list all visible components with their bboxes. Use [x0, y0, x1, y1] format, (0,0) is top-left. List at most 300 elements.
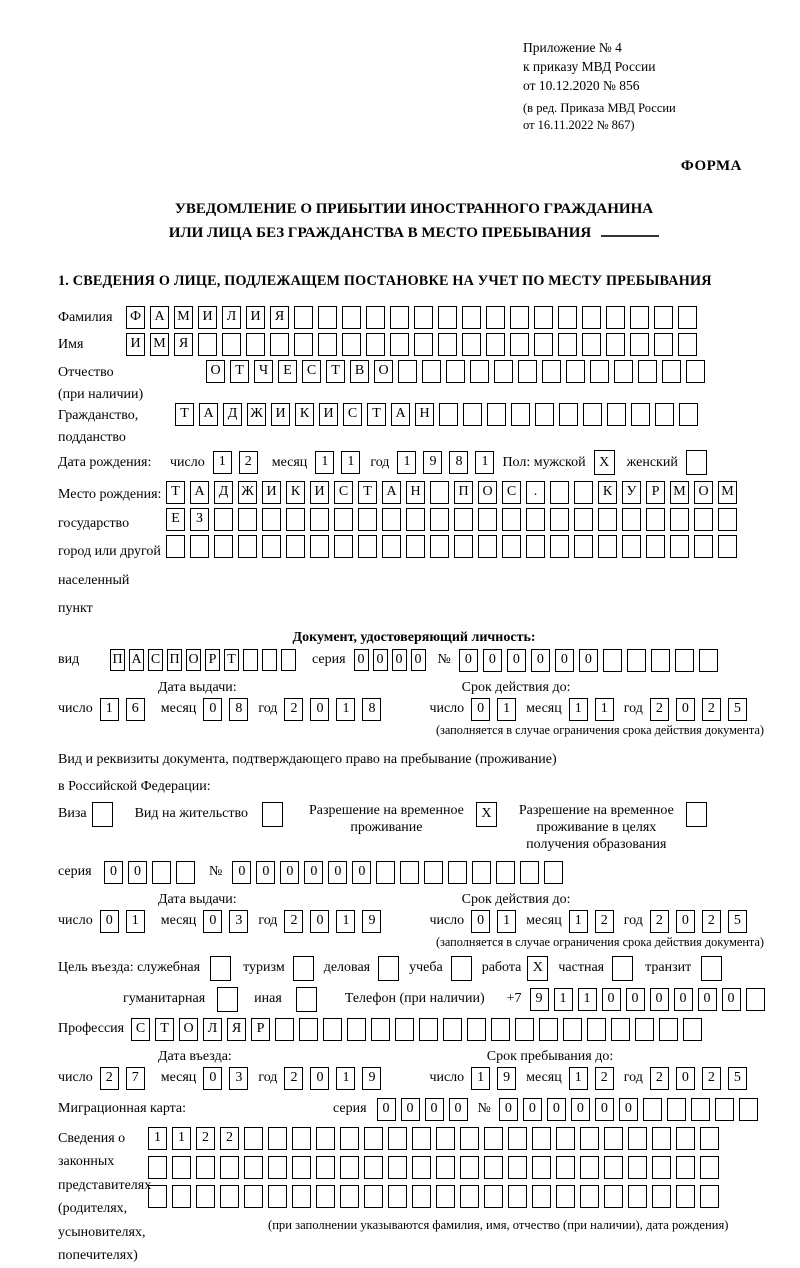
char-cell[interactable]: 9 [423, 451, 442, 474]
char-cell[interactable] [316, 1127, 335, 1150]
char-cell[interactable]: 1 [341, 451, 360, 474]
char-cell[interactable]: П [167, 649, 182, 671]
char-cell[interactable]: 0 [128, 861, 147, 884]
char-cell[interactable] [190, 535, 209, 558]
char-cell[interactable] [582, 333, 601, 356]
char-cell[interactable]: 2 [100, 1067, 119, 1090]
char-cell[interactable] [268, 1127, 287, 1150]
char-cell[interactable]: 9 [362, 1067, 381, 1090]
char-cell[interactable]: 1 [100, 698, 119, 721]
char-cell[interactable]: А [150, 306, 169, 329]
char-cell[interactable]: 0 [595, 1098, 614, 1121]
char-cell[interactable]: 1 [569, 1067, 588, 1090]
char-cell[interactable] [646, 508, 665, 531]
char-cell[interactable] [494, 360, 513, 383]
char-cell[interactable]: Т [155, 1018, 174, 1041]
char-cell[interactable] [510, 333, 529, 356]
char-cell[interactable]: И [319, 403, 338, 426]
char-cell[interactable] [262, 535, 281, 558]
char-cell[interactable] [652, 1185, 671, 1208]
entry-day-cells[interactable] [100, 1067, 145, 1090]
char-cell[interactable]: К [295, 403, 314, 426]
char-cell[interactable]: Л [222, 306, 241, 329]
char-cell[interactable] [270, 333, 289, 356]
char-cell[interactable] [220, 1185, 239, 1208]
purpose-official-checkbox[interactable] [210, 956, 231, 981]
representatives-cells-row2[interactable] [148, 1156, 728, 1179]
char-cell[interactable] [654, 333, 673, 356]
char-cell[interactable]: Д [223, 403, 242, 426]
char-cell[interactable]: 1 [126, 910, 145, 933]
char-cell[interactable] [496, 861, 515, 884]
char-cell[interactable] [478, 508, 497, 531]
char-cell[interactable] [412, 1185, 431, 1208]
char-cell[interactable] [323, 1018, 342, 1041]
char-cell[interactable] [196, 1156, 215, 1179]
char-cell[interactable] [443, 1018, 462, 1041]
char-cell[interactable] [574, 481, 593, 504]
char-cell[interactable] [152, 861, 171, 884]
char-cell[interactable] [487, 403, 506, 426]
char-cell[interactable] [699, 649, 718, 672]
char-cell[interactable]: 0 [304, 861, 323, 884]
char-cell[interactable]: 0 [507, 649, 526, 672]
char-cell[interactable] [412, 1156, 431, 1179]
char-cell[interactable] [631, 403, 650, 426]
char-cell[interactable] [390, 333, 409, 356]
purpose-transit-checkbox[interactable] [701, 956, 722, 981]
char-cell[interactable]: Р [251, 1018, 270, 1041]
migration-series-cells[interactable] [377, 1098, 468, 1121]
char-cell[interactable]: А [391, 403, 410, 426]
char-cell[interactable] [746, 988, 765, 1011]
char-cell[interactable]: 0 [354, 649, 369, 671]
char-cell[interactable] [310, 508, 329, 531]
char-cell[interactable]: 0 [650, 988, 669, 1011]
birthplace-cells-row2[interactable] [166, 508, 737, 531]
char-cell[interactable]: 0 [676, 1067, 695, 1090]
char-cell[interactable] [628, 1185, 647, 1208]
char-cell[interactable]: И [271, 403, 290, 426]
char-cell[interactable] [715, 1098, 734, 1121]
char-cell[interactable] [222, 333, 241, 356]
char-cell[interactable] [484, 1127, 503, 1150]
char-cell[interactable]: 2 [239, 451, 258, 474]
char-cell[interactable]: 1 [172, 1127, 191, 1150]
temp-residence-edu-checkbox[interactable] [686, 802, 707, 827]
entry-month-cells[interactable] [203, 1067, 248, 1090]
char-cell[interactable]: О [478, 481, 497, 504]
doc-number-cells[interactable] [459, 649, 718, 672]
char-cell[interactable]: 0 [328, 861, 347, 884]
permit-valid-day-cells[interactable] [471, 910, 516, 933]
char-cell[interactable]: 0 [377, 1098, 396, 1121]
char-cell[interactable] [316, 1185, 335, 1208]
char-cell[interactable]: Т [326, 360, 345, 383]
char-cell[interactable] [604, 1156, 623, 1179]
char-cell[interactable]: 1 [336, 1067, 355, 1090]
char-cell[interactable]: 0 [619, 1098, 638, 1121]
char-cell[interactable]: 2 [595, 910, 614, 933]
surname-cells[interactable] [126, 306, 697, 329]
char-cell[interactable] [550, 535, 569, 558]
char-cell[interactable] [622, 508, 641, 531]
char-cell[interactable] [460, 1156, 479, 1179]
char-cell[interactable] [436, 1127, 455, 1150]
char-cell[interactable]: 1 [336, 698, 355, 721]
char-cell[interactable] [422, 360, 441, 383]
char-cell[interactable] [606, 333, 625, 356]
migration-number-cells[interactable] [499, 1098, 758, 1121]
char-cell[interactable]: И [262, 481, 281, 504]
char-cell[interactable] [364, 1127, 383, 1150]
char-cell[interactable] [515, 1018, 534, 1041]
char-cell[interactable]: 2 [702, 1067, 721, 1090]
char-cell[interactable] [694, 508, 713, 531]
purpose-humanitarian-checkbox[interactable] [217, 987, 238, 1012]
char-cell[interactable] [382, 508, 401, 531]
char-cell[interactable]: А [190, 481, 209, 504]
char-cell[interactable]: 5 [728, 910, 747, 933]
char-cell[interactable] [598, 508, 617, 531]
char-cell[interactable]: 3 [229, 1067, 248, 1090]
char-cell[interactable] [318, 333, 337, 356]
char-cell[interactable]: 1 [336, 910, 355, 933]
char-cell[interactable] [694, 535, 713, 558]
visa-checkbox[interactable] [92, 802, 113, 827]
char-cell[interactable]: 0 [310, 698, 329, 721]
char-cell[interactable] [430, 508, 449, 531]
char-cell[interactable]: 9 [497, 1067, 516, 1090]
char-cell[interactable]: 2 [284, 910, 303, 933]
char-cell[interactable] [439, 403, 458, 426]
char-cell[interactable] [700, 1156, 719, 1179]
char-cell[interactable] [376, 861, 395, 884]
char-cell[interactable] [340, 1156, 359, 1179]
char-cell[interactable]: Т [358, 481, 377, 504]
char-cell[interactable] [520, 861, 539, 884]
char-cell[interactable]: 5 [728, 698, 747, 721]
char-cell[interactable] [414, 306, 433, 329]
sex-female-checkbox[interactable] [686, 450, 707, 475]
char-cell[interactable]: Д [214, 481, 233, 504]
char-cell[interactable] [281, 649, 296, 671]
char-cell[interactable]: 2 [702, 698, 721, 721]
char-cell[interactable] [508, 1185, 527, 1208]
char-cell[interactable]: 1 [554, 988, 573, 1011]
permit-valid-month-cells[interactable] [569, 910, 614, 933]
char-cell[interactable] [502, 535, 521, 558]
purpose-business-checkbox[interactable] [378, 956, 399, 981]
char-cell[interactable]: 0 [531, 649, 550, 672]
char-cell[interactable]: 0 [674, 988, 693, 1011]
char-cell[interactable] [286, 535, 305, 558]
char-cell[interactable] [606, 306, 625, 329]
char-cell[interactable]: В [350, 360, 369, 383]
char-cell[interactable]: 0 [579, 649, 598, 672]
char-cell[interactable] [460, 1127, 479, 1150]
char-cell[interactable]: 1 [595, 698, 614, 721]
char-cell[interactable] [347, 1018, 366, 1041]
char-cell[interactable] [526, 508, 545, 531]
char-cell[interactable] [587, 1018, 606, 1041]
char-cell[interactable] [220, 1156, 239, 1179]
char-cell[interactable] [406, 508, 425, 531]
char-cell[interactable] [438, 306, 457, 329]
char-cell[interactable] [558, 333, 577, 356]
char-cell[interactable]: Ф [126, 306, 145, 329]
char-cell[interactable]: 0 [392, 649, 407, 671]
char-cell[interactable]: Н [406, 481, 425, 504]
char-cell[interactable] [243, 649, 258, 671]
char-cell[interactable] [582, 306, 601, 329]
char-cell[interactable]: И [310, 481, 329, 504]
char-cell[interactable] [542, 360, 561, 383]
char-cell[interactable]: 2 [650, 1067, 669, 1090]
char-cell[interactable] [534, 333, 553, 356]
doc-issue-month-cells[interactable] [203, 698, 248, 721]
char-cell[interactable] [603, 649, 622, 672]
char-cell[interactable]: 0 [571, 1098, 590, 1121]
char-cell[interactable] [246, 333, 265, 356]
char-cell[interactable] [590, 360, 609, 383]
char-cell[interactable]: 0 [104, 861, 123, 884]
char-cell[interactable]: Е [166, 508, 185, 531]
char-cell[interactable]: С [334, 481, 353, 504]
char-cell[interactable]: 0 [676, 910, 695, 933]
char-cell[interactable] [238, 535, 257, 558]
char-cell[interactable] [539, 1018, 558, 1041]
char-cell[interactable] [635, 1018, 654, 1041]
residence-permit-checkbox[interactable] [262, 802, 283, 827]
char-cell[interactable] [196, 1185, 215, 1208]
char-cell[interactable]: 1 [471, 1067, 490, 1090]
char-cell[interactable]: 9 [362, 910, 381, 933]
char-cell[interactable]: Ж [238, 481, 257, 504]
birthplace-cells-row1[interactable] [166, 481, 737, 504]
char-cell[interactable] [700, 1127, 719, 1150]
char-cell[interactable] [467, 1018, 486, 1041]
char-cell[interactable] [299, 1018, 318, 1041]
char-cell[interactable]: О [374, 360, 393, 383]
char-cell[interactable]: 2 [702, 910, 721, 933]
char-cell[interactable] [574, 535, 593, 558]
char-cell[interactable] [318, 306, 337, 329]
char-cell[interactable]: О [186, 649, 201, 671]
char-cell[interactable] [364, 1156, 383, 1179]
char-cell[interactable]: И [126, 333, 145, 356]
representatives-cells-row1[interactable] [148, 1127, 728, 1150]
char-cell[interactable] [651, 649, 670, 672]
char-cell[interactable]: П [110, 649, 125, 671]
doc-series-cells[interactable] [354, 649, 426, 671]
representatives-cells-row3[interactable] [148, 1185, 728, 1208]
char-cell[interactable]: 5 [728, 1067, 747, 1090]
char-cell[interactable] [262, 649, 277, 671]
char-cell[interactable] [214, 535, 233, 558]
char-cell[interactable]: 1 [578, 988, 597, 1011]
char-cell[interactable]: У [622, 481, 641, 504]
char-cell[interactable]: Я [174, 333, 193, 356]
char-cell[interactable] [491, 1018, 510, 1041]
char-cell[interactable] [470, 360, 489, 383]
char-cell[interactable] [611, 1018, 630, 1041]
char-cell[interactable] [198, 333, 217, 356]
char-cell[interactable]: М [174, 306, 193, 329]
char-cell[interactable]: 0 [411, 649, 426, 671]
patronymic-cells[interactable] [206, 360, 705, 383]
char-cell[interactable]: О [179, 1018, 198, 1041]
char-cell[interactable] [675, 649, 694, 672]
char-cell[interactable] [614, 360, 633, 383]
char-cell[interactable] [508, 1156, 527, 1179]
char-cell[interactable] [238, 508, 257, 531]
permit-issue-month-cells[interactable] [203, 910, 248, 933]
char-cell[interactable] [400, 861, 419, 884]
char-cell[interactable] [310, 535, 329, 558]
char-cell[interactable] [679, 403, 698, 426]
permit-series-cells[interactable] [104, 861, 195, 884]
char-cell[interactable] [406, 535, 425, 558]
char-cell[interactable] [172, 1185, 191, 1208]
char-cell[interactable] [556, 1127, 575, 1150]
purpose-work-checkbox[interactable]: X [527, 956, 548, 981]
char-cell[interactable]: 7 [126, 1067, 145, 1090]
char-cell[interactable]: 1 [569, 698, 588, 721]
char-cell[interactable] [652, 1127, 671, 1150]
char-cell[interactable]: 0 [499, 1098, 518, 1121]
char-cell[interactable]: С [343, 403, 362, 426]
char-cell[interactable]: М [150, 333, 169, 356]
char-cell[interactable] [563, 1018, 582, 1041]
char-cell[interactable] [382, 535, 401, 558]
char-cell[interactable]: 0 [523, 1098, 542, 1121]
char-cell[interactable] [358, 535, 377, 558]
char-cell[interactable]: 2 [284, 1067, 303, 1090]
char-cell[interactable] [364, 1185, 383, 1208]
char-cell[interactable] [652, 1156, 671, 1179]
char-cell[interactable] [638, 360, 657, 383]
char-cell[interactable] [544, 861, 563, 884]
char-cell[interactable]: 2 [196, 1127, 215, 1150]
char-cell[interactable]: Л [203, 1018, 222, 1041]
char-cell[interactable] [388, 1156, 407, 1179]
char-cell[interactable] [472, 861, 491, 884]
char-cell[interactable] [508, 1127, 527, 1150]
char-cell[interactable]: 0 [310, 1067, 329, 1090]
doc-valid-year-cells[interactable] [650, 698, 747, 721]
char-cell[interactable]: С [148, 649, 163, 671]
char-cell[interactable] [630, 306, 649, 329]
char-cell[interactable]: Т [367, 403, 386, 426]
char-cell[interactable]: 2 [650, 910, 669, 933]
char-cell[interactable]: М [718, 481, 737, 504]
birthplace-cells-row3[interactable] [166, 535, 737, 558]
char-cell[interactable]: Р [205, 649, 220, 671]
char-cell[interactable]: 1 [397, 451, 416, 474]
char-cell[interactable]: 3 [229, 910, 248, 933]
char-cell[interactable]: 0 [203, 698, 222, 721]
char-cell[interactable] [244, 1185, 263, 1208]
char-cell[interactable] [286, 508, 305, 531]
char-cell[interactable] [622, 535, 641, 558]
char-cell[interactable]: 2 [595, 1067, 614, 1090]
char-cell[interactable]: З [190, 508, 209, 531]
char-cell[interactable]: А [129, 649, 144, 671]
char-cell[interactable] [628, 1156, 647, 1179]
profession-cells[interactable] [131, 1018, 702, 1041]
char-cell[interactable]: 8 [449, 451, 468, 474]
char-cell[interactable] [294, 306, 313, 329]
char-cell[interactable] [559, 403, 578, 426]
birth-day-cells[interactable] [213, 451, 258, 474]
char-cell[interactable]: 0 [256, 861, 275, 884]
char-cell[interactable] [604, 1127, 623, 1150]
char-cell[interactable] [526, 535, 545, 558]
char-cell[interactable] [604, 1185, 623, 1208]
char-cell[interactable]: 0 [352, 861, 371, 884]
char-cell[interactable] [478, 535, 497, 558]
char-cell[interactable] [172, 1156, 191, 1179]
doc-issue-year-cells[interactable] [284, 698, 381, 721]
char-cell[interactable]: 1 [497, 910, 516, 933]
char-cell[interactable]: Н [415, 403, 434, 426]
char-cell[interactable] [558, 306, 577, 329]
doc-issue-day-cells[interactable] [100, 698, 145, 721]
char-cell[interactable] [691, 1098, 710, 1121]
char-cell[interactable] [430, 481, 449, 504]
char-cell[interactable]: 2 [650, 698, 669, 721]
char-cell[interactable] [534, 306, 553, 329]
char-cell[interactable]: 0 [203, 910, 222, 933]
char-cell[interactable]: 0 [698, 988, 717, 1011]
char-cell[interactable] [262, 508, 281, 531]
char-cell[interactable] [659, 1018, 678, 1041]
purpose-tourism-checkbox[interactable] [293, 956, 314, 981]
char-cell[interactable] [292, 1156, 311, 1179]
char-cell[interactable] [268, 1185, 287, 1208]
doc-valid-day-cells[interactable] [471, 698, 516, 721]
char-cell[interactable] [676, 1156, 695, 1179]
char-cell[interactable] [739, 1098, 758, 1121]
entry-year-cells[interactable] [284, 1067, 381, 1090]
char-cell[interactable] [334, 535, 353, 558]
char-cell[interactable] [340, 1127, 359, 1150]
doc-kind-cells[interactable] [110, 649, 296, 671]
birth-month-cells[interactable] [315, 451, 360, 474]
char-cell[interactable]: 0 [676, 698, 695, 721]
char-cell[interactable]: 0 [459, 649, 478, 672]
char-cell[interactable] [244, 1156, 263, 1179]
char-cell[interactable]: Т [175, 403, 194, 426]
char-cell[interactable] [566, 360, 585, 383]
char-cell[interactable]: Т [230, 360, 249, 383]
char-cell[interactable]: Е [278, 360, 297, 383]
char-cell[interactable] [580, 1156, 599, 1179]
char-cell[interactable] [438, 333, 457, 356]
temp-residence-checkbox[interactable]: X [476, 802, 497, 827]
char-cell[interactable]: 0 [373, 649, 388, 671]
char-cell[interactable] [484, 1156, 503, 1179]
char-cell[interactable] [342, 306, 361, 329]
purpose-other-checkbox[interactable] [296, 987, 317, 1012]
char-cell[interactable]: 0 [232, 861, 251, 884]
char-cell[interactable] [556, 1156, 575, 1179]
char-cell[interactable] [535, 403, 554, 426]
char-cell[interactable] [366, 306, 385, 329]
char-cell[interactable] [583, 403, 602, 426]
char-cell[interactable] [655, 403, 674, 426]
